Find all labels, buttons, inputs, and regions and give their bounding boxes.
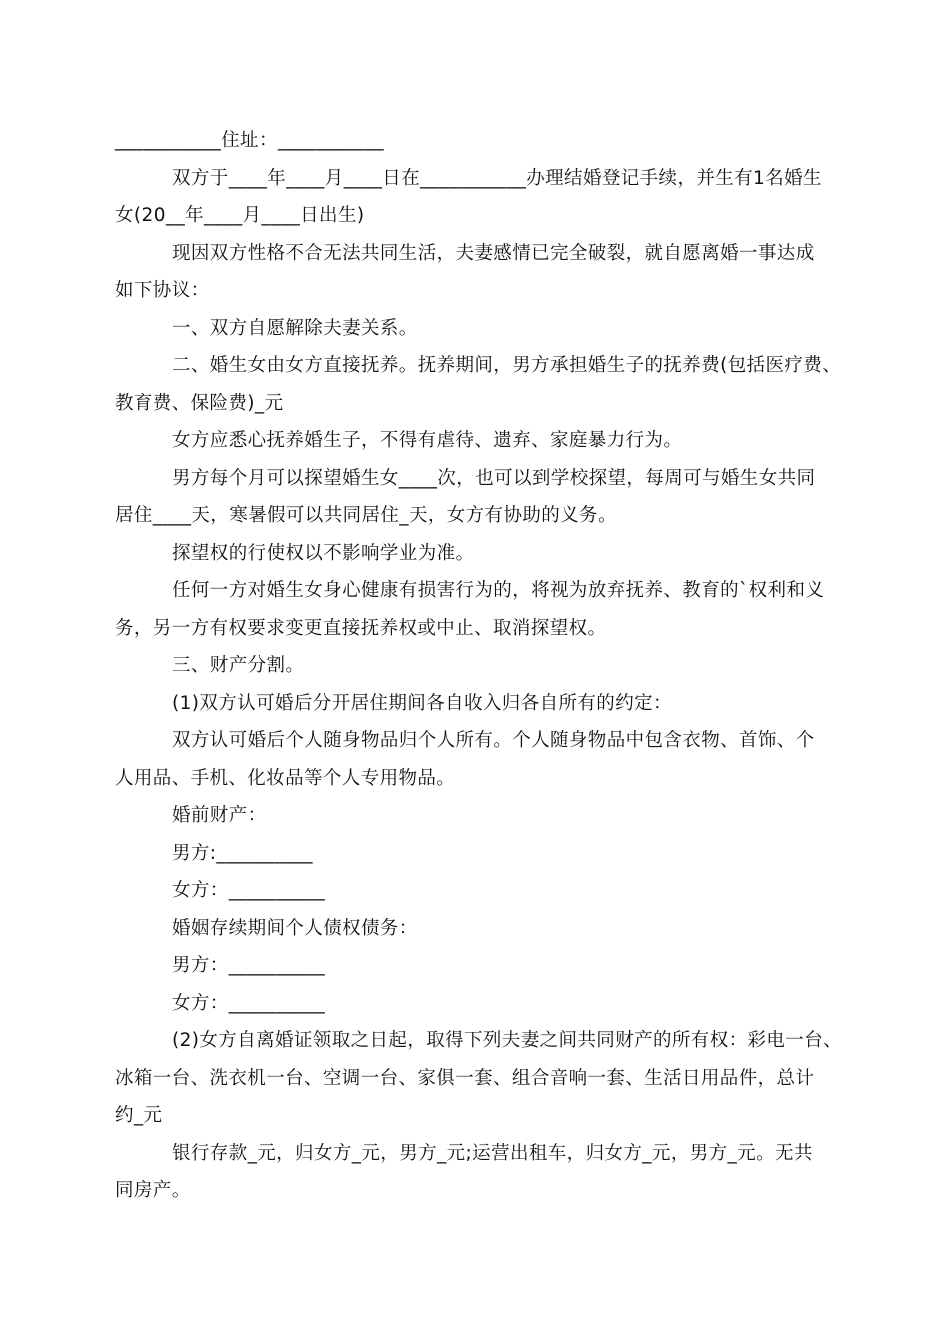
text-line: 如下协议：	[115, 280, 210, 301]
text-line: 同房产。	[115, 1180, 191, 1201]
text-line: 居住____天，寒暑假可以共同居住_天，女方有协助的义务。	[115, 505, 617, 526]
text-line: 教育费、保险费)_元	[115, 392, 284, 414]
text-line: 三、财产分割。	[172, 655, 305, 676]
text-line: 女方应悉心抚养婚生子，不得有虐待、遗弃、家庭暴力行为。	[172, 430, 683, 451]
text-line: 婚姻存续期间个人债权债务：	[172, 917, 418, 939]
text-line: 女方：__________	[172, 992, 326, 1014]
text-line: 约_元	[115, 1105, 163, 1126]
text-line: 二、婚生女由女方直接抚养。抚养期间，男方承担婚生子的抚养费(包括医疗费、	[172, 355, 842, 376]
text-line: ___________住址：___________	[115, 130, 385, 151]
text-line: 婚前财产：	[172, 805, 267, 826]
text-line: 女方：__________	[172, 880, 326, 901]
text-line: 人用品、手机、化妆品等个人专用物品。	[115, 767, 456, 789]
text-line: 探望权的行使权以不影响学业为准。	[172, 542, 475, 564]
document-body	[115, 122, 843, 1210]
text-line: 双方认可婚后个人随身物品归个人所有。个人随身物品中包含衣物、首饰、个	[172, 730, 815, 751]
text-line: 现因双方性格不合无法共同生活，夫妻感情已完全破裂，就自愿离婚一事达成	[172, 242, 815, 264]
text-line: 双方于____年____月____日在___________办理结婚登记手续，并生有1名婚生	[172, 167, 822, 189]
text-line: 银行存款_元，归女方_元，男方_元;运营出租车，归女方_元，男方_元。无共	[172, 1142, 813, 1164]
text-line: (1)双方认可婚后分开居住期间各自收入归各自所有的约定：	[172, 692, 672, 714]
text-line: 女(20__年____月____日出生)	[115, 205, 365, 226]
text-line: 任何一方对婚生女身心健康有损害行为的，将视为放弃抚养、教育的`权利和义	[172, 580, 825, 601]
text-line: 男方每个月可以探望婚生女____次，也可以到学校探望，每周可与婚生女共同	[172, 467, 816, 489]
text-line: 冰箱一台、洗衣机一台、空调一台、家俱一套、组合音响一套、生活日用品件，总计	[115, 1067, 815, 1089]
text-line: 一、双方自愿解除夫妻关系。	[172, 317, 418, 339]
text-line: 男方:__________	[172, 842, 313, 864]
text-line: 男方：__________	[172, 955, 326, 976]
text-line: (2)女方自离婚证领取之日起，取得下列夫妻之间共同财产的所有权：彩电一台、	[172, 1030, 843, 1051]
text-line: 务，另一方有权要求变更直接抚养权或中止、取消探望权。	[115, 617, 607, 639]
